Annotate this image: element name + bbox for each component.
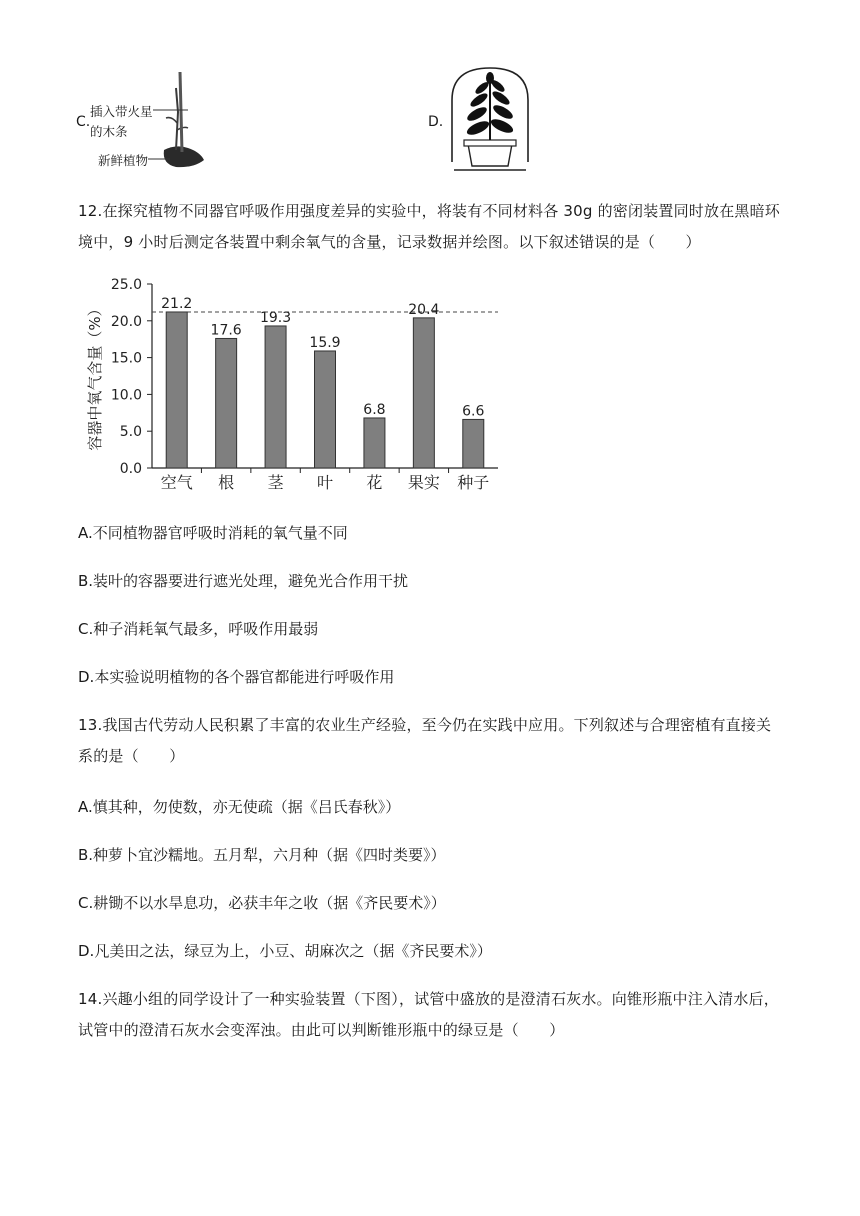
splint-label-line2: 的木条 (90, 124, 128, 139)
question-12-option-d: D.本实验说明植物的各个器官都能进行呼吸作用 (78, 668, 395, 686)
category-label: 果实 (407, 473, 440, 492)
question-12-option-a: A.不同植物器官呼吸时消耗的氧气量不同 (78, 524, 348, 542)
question-14-stem: 14.兴趣小组的同学设计了一种实验装置（下图），试管中盛放的是澄清石灰水。向锥形瓶中注入清水后，试管中的澄清石灰水会变浑浊。由此可以判断锥形瓶中的绿豆是（ ） (78, 990, 779, 1039)
y-tick-label: 10.0 (110, 387, 142, 404)
option-c-letter: C. (76, 114, 91, 130)
option-d-figure (428, 62, 538, 180)
category-label: 根 (218, 473, 235, 492)
bar (463, 419, 484, 468)
question-13-stem: 13.我国古代劳动人民积累了丰富的农业生产经验，至今仍在实践中应用。下列叙述与合理密植有直接关系的是（ ） (78, 716, 772, 765)
bar-value-label: 6.6 (462, 403, 485, 420)
plant-label: 新鲜植物 (98, 153, 149, 168)
y-tick-label: 15.0 (110, 350, 142, 367)
y-tick-label: 0.0 (119, 461, 142, 477)
category-label: 空气 (160, 473, 193, 492)
bar-value-label: 20.4 (408, 301, 440, 318)
bar (166, 312, 187, 468)
question-13-option-a: A.慎其种，勿使数，亦无使疏（据《吕氏春秋》） (78, 798, 401, 816)
bar (364, 418, 385, 468)
y-tick-label: 25.0 (110, 277, 142, 293)
bar-value-label: 6.8 (363, 401, 386, 418)
bar-value-label: 19.3 (259, 309, 292, 326)
oxygen-bar-chart (82, 272, 502, 492)
question-13-option-d: D.凡美田之法，绿豆为上，小豆、胡麻次之（据《齐民要术》） (78, 942, 492, 960)
y-tick-label: 20.0 (110, 313, 142, 330)
splint-label-line1: 插入带火星 (90, 104, 153, 119)
question-13-option-c: C.耕锄不以水旱息功，必获丰年之收（据《齐民要术》） (78, 894, 446, 912)
question-12-option-c: C.种子消耗氧气最多，呼吸作用最弱 (78, 620, 319, 638)
bar (265, 326, 286, 468)
bar-value-label: 17.6 (210, 322, 242, 339)
question-12-stem: 12.在探究植物不同器官呼吸作用强度差异的实验中，将装有不同材料各 30g 的密闭装置同时放在黑暗环境中，9 小时后测定各装置中剩余氧气的含量，记录数据并绘图。以下叙述错误的是（ ） (78, 202, 781, 251)
option-d-letter: D. (428, 114, 444, 130)
bar (315, 351, 336, 468)
option-c-figure (76, 68, 216, 176)
bar-value-label: 15.9 (309, 334, 341, 351)
category-label: 茎 (267, 473, 284, 492)
bell-jar-plant-illustration (444, 62, 536, 178)
question-12-option-b: B.装叶的容器要进行遮光处理，避免光合作用干扰 (78, 572, 409, 590)
bar-value-label: 21.2 (161, 295, 193, 312)
bar (216, 338, 237, 468)
category-label: 叶 (316, 473, 334, 492)
y-axis-label: 容器中氧气含量（%） (86, 301, 104, 451)
category-label: 花 (366, 473, 383, 492)
y-tick-label: 5.0 (119, 424, 142, 441)
category-label: 种子 (457, 473, 490, 492)
bar (413, 318, 434, 468)
question-13-option-b: B.种萝卜宜沙糯地。五月犁，六月种（据《四时类要》） (78, 846, 446, 864)
